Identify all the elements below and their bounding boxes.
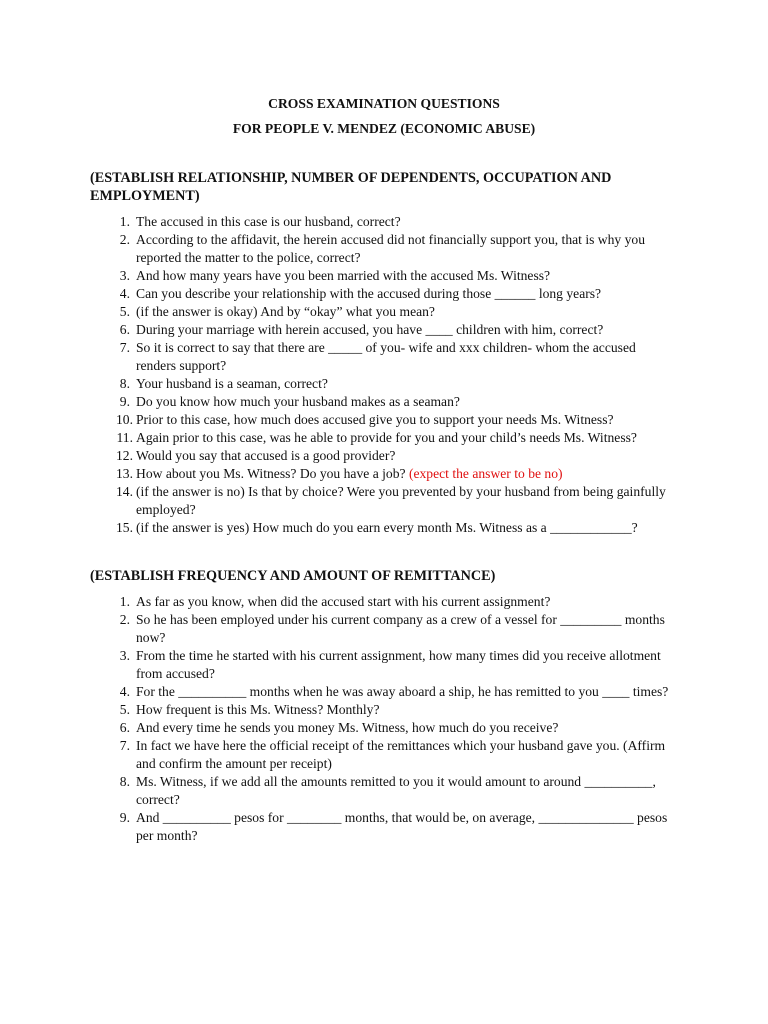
item-number: 3. <box>119 648 130 663</box>
list-item <box>0 647 676 683</box>
list-item <box>0 447 676 465</box>
item-number: 9. <box>119 394 130 409</box>
item-text: In fact we have here the official receipt of the remittances which your husband gave you. (Affirm and confirm the amount per receipt) <box>136 738 666 771</box>
section-heading-relationship: (ESTABLISH RELATIONSHIP, NUMBER OF DEPENDENTS, OCCUPATION AND EMPLOYMENT) <box>90 170 612 204</box>
list-item <box>0 393 676 411</box>
item-note: (expect the answer to be no) <box>408 466 563 481</box>
item-text: During your marriage with herein accused, you have ____ children with him, correct? <box>136 322 604 337</box>
list-item <box>0 593 676 611</box>
item-number: 3. <box>119 268 130 283</box>
item-number: 11. <box>116 430 133 445</box>
list-item <box>0 611 676 647</box>
item-text: As far as you know, when did the accused start with his current assignment? <box>136 594 551 609</box>
list-item <box>0 519 676 537</box>
item-text: How about you Ms. Witness? Do you have a job? <box>136 466 406 481</box>
item-text: For the __________ months when he was away aboard a ship, he has remitted to you ____ times? <box>136 684 669 699</box>
item-number: 2. <box>119 232 130 247</box>
list-item <box>0 809 676 845</box>
list-item <box>0 411 676 429</box>
item-number: 4. <box>119 684 130 699</box>
item-number: 1. <box>119 594 130 609</box>
item-text: According to the affidavit, the herein accused did not financially support you, that is why you reported the matter to the police, correct? <box>136 232 646 265</box>
document-subtitle: FOR PEOPLE V. MENDEZ (ECONOMIC ABUSE) <box>232 121 536 136</box>
item-number: 12. <box>116 448 133 463</box>
item-text: Can you describe your relationship with the accused during those ______ long years? <box>136 286 602 301</box>
item-text: Prior to this case, how much does accused give you to support your needs Ms. Witness? <box>136 412 614 427</box>
list-item <box>0 375 676 393</box>
item-text: So he has been employed under his current company as a crew of a vessel for _________ months now? <box>136 612 665 645</box>
item-text: (if the answer is okay) And by “okay” what you mean? <box>136 304 435 319</box>
question-list-remittance <box>0 593 768 845</box>
list-item <box>0 701 676 719</box>
item-text: And how many years have you been married with the accused Ms. Witness? <box>136 268 551 283</box>
document-title: CROSS EXAMINATION QUESTIONS <box>268 96 500 111</box>
list-item <box>0 773 676 809</box>
item-number: 6. <box>119 322 130 337</box>
item-number: 5. <box>119 304 130 319</box>
list-item <box>0 285 676 303</box>
item-number: 13. <box>116 466 133 481</box>
list-item <box>0 429 676 447</box>
item-text: And every time he sends you money Ms. Witness, how much do you receive? <box>136 720 559 735</box>
list-item <box>0 213 676 231</box>
list-item <box>0 737 676 773</box>
item-number: 6. <box>119 720 130 735</box>
item-text: Again prior to this case, was he able to provide for you and your child’s needs Ms. Witness? <box>136 430 637 445</box>
list-item <box>0 231 676 267</box>
list-item <box>0 483 676 519</box>
list-item <box>0 339 676 375</box>
item-text: So it is correct to say that there are _____ of you- wife and xxx children- whom the accused renders support? <box>136 340 636 373</box>
list-item <box>0 465 676 483</box>
item-text: Ms. Witness, if we add all the amounts remitted to you it would amount to around __________, correct? <box>136 774 656 807</box>
item-text: Your husband is a seaman, correct? <box>136 376 328 391</box>
item-number: 7. <box>119 738 130 753</box>
section-heading-remittance: (ESTABLISH FREQUENCY AND AMOUNT OF REMITTANCE) <box>90 568 496 584</box>
list-item <box>0 719 676 737</box>
item-number: 8. <box>119 774 130 789</box>
item-number: 14. <box>116 484 133 499</box>
item-number: 8. <box>119 376 130 391</box>
item-text: The accused in this case is our husband, correct? <box>136 214 401 229</box>
item-number: 5. <box>119 702 130 717</box>
item-number: 2. <box>119 612 130 627</box>
item-text: Would you say that accused is a good provider? <box>136 448 396 463</box>
list-item <box>0 683 676 701</box>
item-text: From the time he started with his current assignment, how many times did you receive allotment from accused? <box>136 648 661 681</box>
item-text: (if the answer is yes) How much do you earn every month Ms. Witness as a ____________? <box>136 520 638 535</box>
item-text: How frequent is this Ms. Witness? Monthly? <box>136 702 380 717</box>
item-number: 7. <box>119 340 130 355</box>
item-number: 4. <box>119 286 130 301</box>
item-number: 1. <box>119 214 130 229</box>
item-number: 9. <box>119 810 130 825</box>
item-number: 15. <box>116 520 133 535</box>
item-text: Do you know how much your husband makes as a seaman? <box>136 394 460 409</box>
question-list-relationship <box>0 213 768 537</box>
item-number: 10. <box>116 412 133 427</box>
item-text: And __________ pesos for ________ months, that would be, on average, ______________ pesos per month? <box>136 810 668 843</box>
list-item <box>0 321 676 339</box>
list-item <box>0 303 676 321</box>
list-item <box>0 267 676 285</box>
item-text: (if the answer is no) Is that by choice? Were you prevented by your husband from being gainfully employed? <box>136 484 666 517</box>
